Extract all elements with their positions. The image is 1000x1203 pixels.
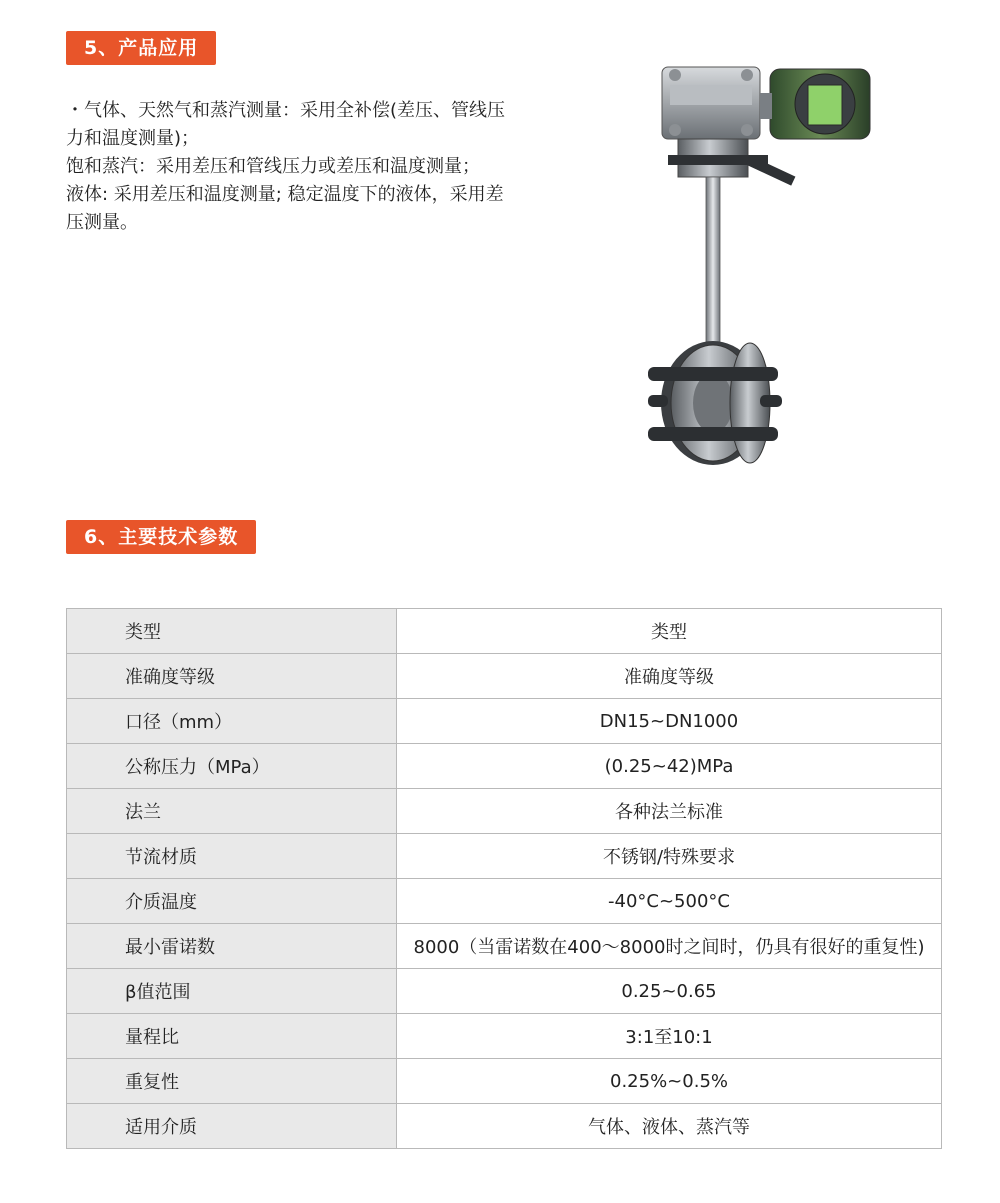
- spec-value: (0.25~42)MPa: [397, 744, 942, 789]
- application-saturated-steam: 饱和蒸汽：采用差压和管线压力或差压和温度测量；: [66, 156, 480, 177]
- spec-label: β值范围: [67, 969, 397, 1014]
- application-liquid: 液体: 采用差压和温度测量; 稳定温度下的液体，采用差压测量。: [66, 184, 504, 233]
- spec-value: 0.25%~0.5%: [397, 1059, 942, 1104]
- spec-value: -40°C~500°C: [397, 879, 942, 924]
- table-row: [67, 744, 942, 789]
- spec-table: [66, 608, 942, 1149]
- spec-label: 节流材质: [67, 834, 397, 879]
- spec-value: 0.25~0.65: [397, 969, 942, 1014]
- spec-label: 最小雷诺数: [67, 924, 397, 969]
- spec-label: 准确度等级: [67, 654, 397, 699]
- table-row: [67, 969, 942, 1014]
- spec-value: DN15~DN1000: [397, 699, 942, 744]
- table-row: [67, 1104, 942, 1149]
- spec-value: 不锈钢/特殊要求: [397, 834, 942, 879]
- spec-label: 法兰: [67, 789, 397, 834]
- table-row: [67, 1014, 942, 1059]
- spec-value: 准确度等级: [397, 654, 942, 699]
- spec-label: 重复性: [67, 1059, 397, 1104]
- spec-label: 类型: [67, 609, 397, 654]
- table-row: [67, 834, 942, 879]
- spec-value: 8000（当雷诺数在400～8000时之间时，仍具有很好的重复性): [397, 924, 942, 969]
- table-row: [67, 699, 942, 744]
- table-row: [67, 1059, 942, 1104]
- table-row: [67, 654, 942, 699]
- table-row: [67, 609, 942, 654]
- spec-label: 口径（mm）: [67, 699, 397, 744]
- table-row: [67, 924, 942, 969]
- spec-label: 量程比: [67, 1014, 397, 1059]
- table-row: [67, 879, 942, 924]
- spec-value: 气体、液体、蒸汽等: [397, 1104, 942, 1149]
- spec-label: 适用介质: [67, 1104, 397, 1149]
- spec-value: 3:1至10:1: [397, 1014, 942, 1059]
- table-row: [67, 789, 942, 834]
- flowmeter-product-image: [620, 55, 890, 485]
- section-6-title: 6、主要技术参数: [66, 520, 256, 554]
- application-gas: ・气体、天然气和蒸汽测量：采用全补偿(差压、管线压力和温度测量)；: [66, 100, 506, 149]
- spec-label: 公称压力（MPa）: [67, 744, 397, 789]
- spec-value: 各种法兰标准: [397, 789, 942, 834]
- section-5-title: 5、产品应用: [66, 31, 216, 65]
- spec-value: 类型: [397, 609, 942, 654]
- application-description: [66, 97, 506, 237]
- spec-label: 介质温度: [67, 879, 397, 924]
